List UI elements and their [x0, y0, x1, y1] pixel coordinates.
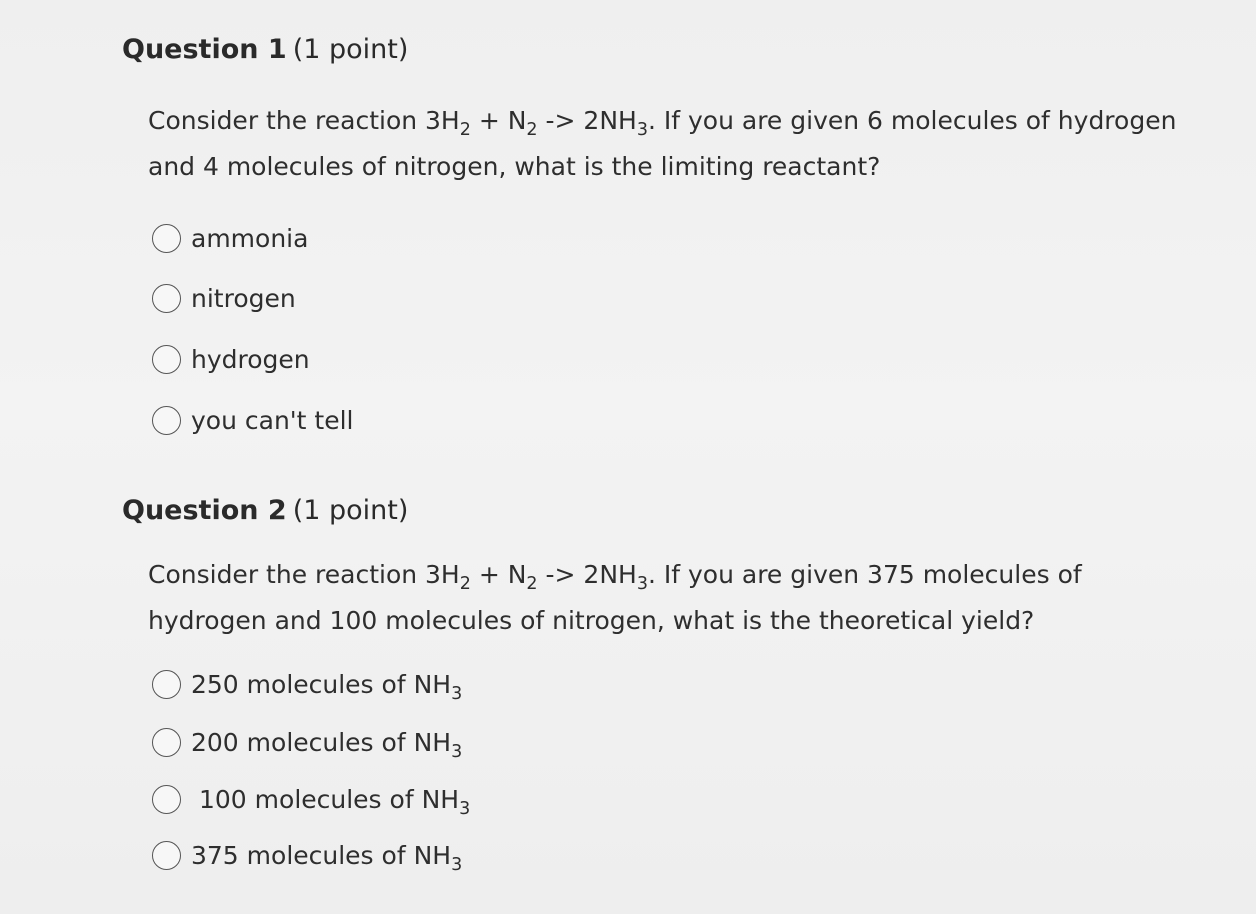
q2-text-part-3: -> 2NH	[537, 560, 637, 589]
radio-button[interactable]	[152, 670, 181, 699]
question-1-text-line-1	[148, 98, 1176, 144]
radio-button[interactable]	[152, 841, 181, 870]
q2-text-part-2: + N	[470, 560, 527, 589]
option-label: you can't tell	[191, 406, 354, 435]
option-label: hydrogen	[191, 345, 310, 374]
q1-sub-1: 2	[459, 120, 471, 141]
option-label-text: 250 molecules of NH	[191, 670, 452, 699]
q1-text-part-4: . If you are given 6 molecules of hydrogen	[647, 106, 1177, 135]
option-label-sub: 3	[451, 855, 463, 876]
q1-option-hydrogen[interactable]	[152, 345, 310, 374]
q2-option-250[interactable]	[152, 670, 463, 705]
q2-text-part-1: Consider the reaction 3H	[148, 560, 460, 589]
radio-button[interactable]	[152, 785, 181, 814]
radio-button[interactable]	[152, 406, 181, 435]
option-label-text: 200 molecules of NH	[191, 728, 452, 757]
q1-option-ammonia[interactable]	[152, 224, 308, 253]
question-1-title	[122, 34, 408, 65]
radio-button[interactable]	[152, 284, 181, 313]
question-1-text	[148, 98, 1176, 190]
question-2-text	[148, 552, 1082, 644]
q1-option-cant-tell[interactable]	[152, 406, 354, 435]
q1-option-nitrogen[interactable]	[152, 284, 296, 313]
option-label	[191, 670, 463, 705]
option-label-sub: 3	[459, 799, 471, 820]
question-1-points: (1 point)	[292, 34, 409, 65]
option-label-sub: 3	[451, 684, 463, 705]
q1-sub-3: 3	[636, 120, 648, 141]
option-label: nitrogen	[191, 284, 296, 313]
radio-button[interactable]	[152, 345, 181, 374]
q1-text-part-2: + N	[470, 106, 527, 135]
question-1-number: Question 1	[122, 34, 287, 65]
q2-text-part-4: . If you are given 375 molecules of	[647, 560, 1082, 589]
option-label-sub: 3	[451, 742, 463, 763]
option-label-text: 375 molecules of NH	[191, 841, 452, 870]
question-2-number: Question 2	[122, 495, 287, 526]
option-label	[191, 841, 463, 876]
question-2-text-line-1	[148, 552, 1082, 598]
question-1-text-line-2: and 4 molecules of nitrogen, what is the limiting reactant?	[148, 152, 881, 181]
question-2-text-line-2: hydrogen and 100 molecules of nitrogen, what is the theoretical yield?	[148, 606, 1035, 635]
q1-sub-2: 2	[526, 120, 538, 141]
question-2-points: (1 point)	[292, 495, 409, 526]
q2-sub-2: 2	[526, 574, 538, 595]
radio-button[interactable]	[152, 224, 181, 253]
q2-option-100[interactable]	[152, 785, 471, 820]
option-label-text: 100 molecules of NH	[199, 785, 460, 814]
q2-sub-3: 3	[636, 574, 648, 595]
option-label: ammonia	[191, 224, 309, 253]
q1-text-part-1: Consider the reaction 3H	[148, 106, 460, 135]
q2-option-200[interactable]	[152, 728, 463, 763]
option-label	[191, 728, 463, 763]
question-2-title	[122, 495, 408, 526]
q2-sub-1: 2	[459, 574, 471, 595]
q2-option-375[interactable]	[152, 841, 463, 876]
q1-text-part-3: -> 2NH	[537, 106, 637, 135]
option-label	[199, 785, 471, 820]
radio-button[interactable]	[152, 728, 181, 757]
